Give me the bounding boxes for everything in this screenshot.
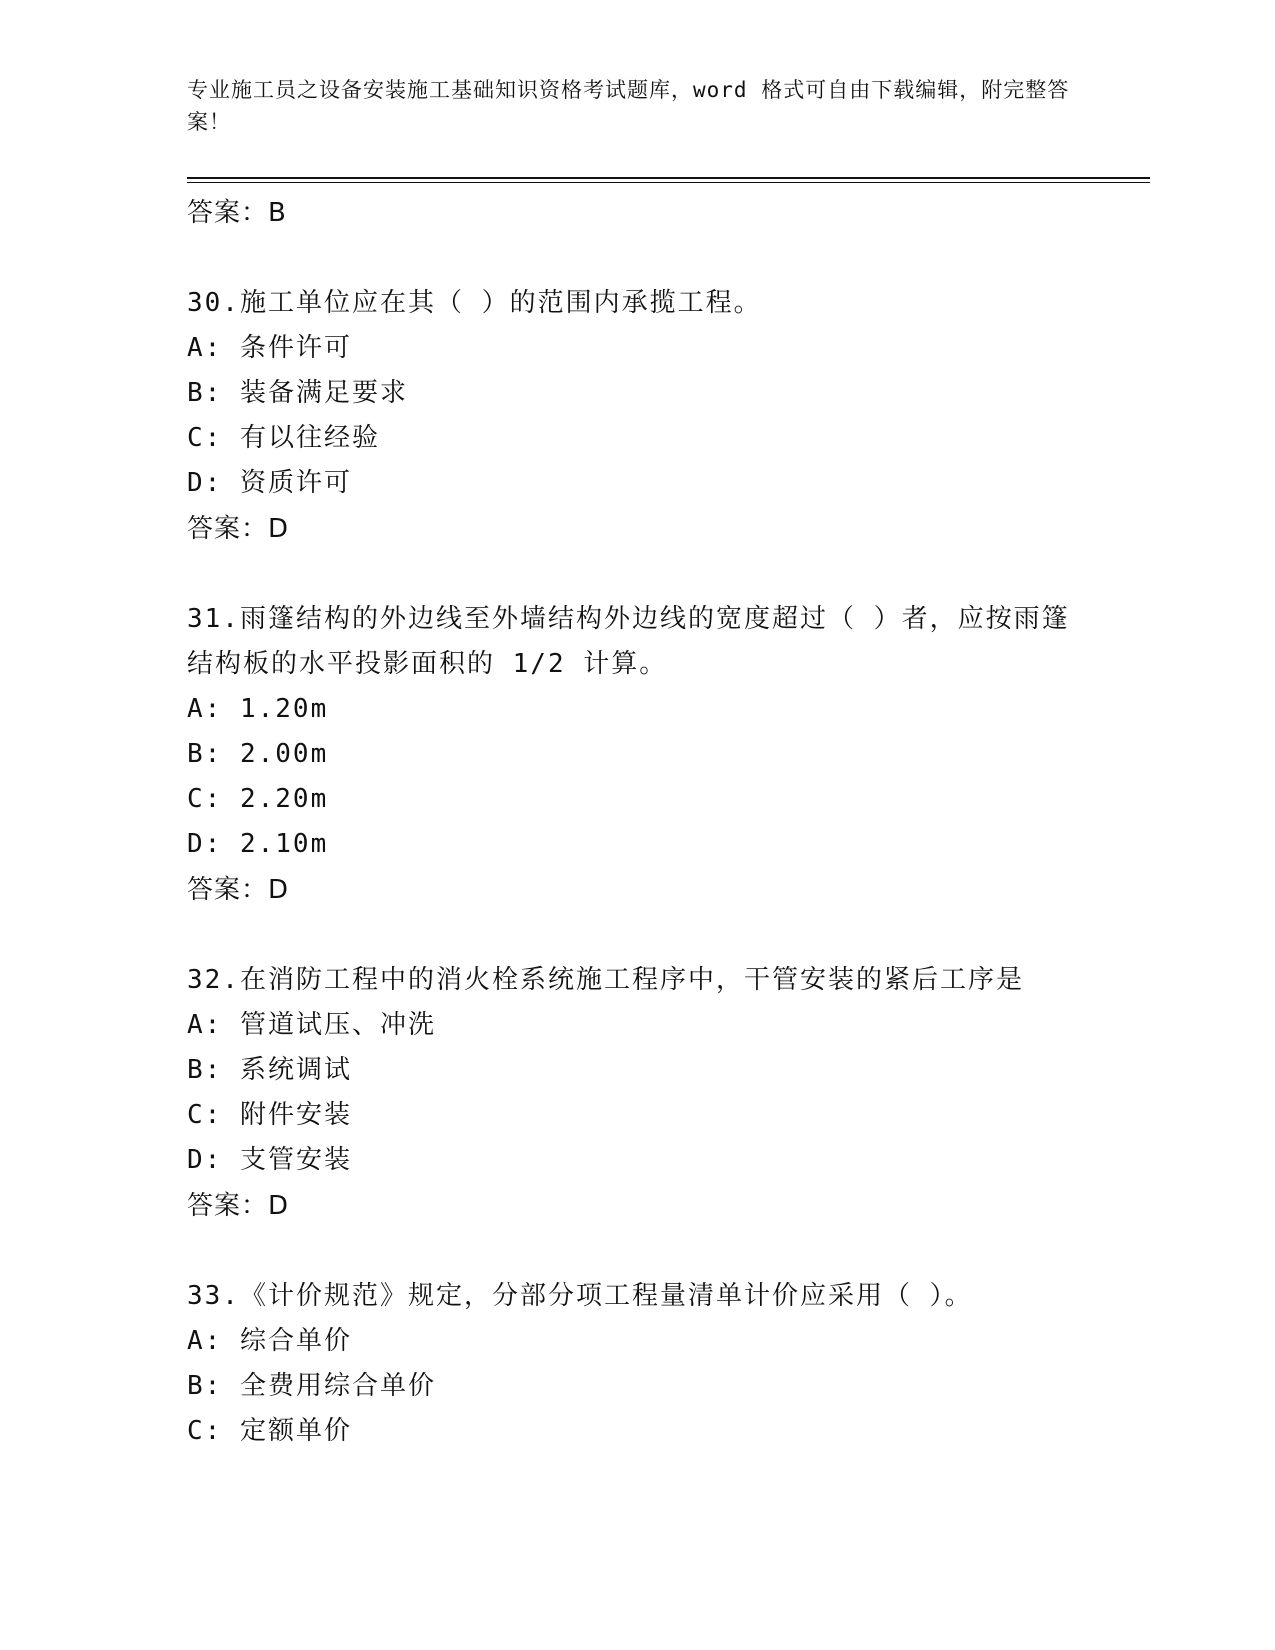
option-a: A: 1.20m [187,694,329,724]
option-c: C: 有以往经验 [187,423,380,453]
answer-line: 答案：B [187,198,287,228]
option-d: D: 2.10m [187,829,329,859]
question-31 [187,597,1087,913]
option-a: A: 管道试压、冲洗 [187,1010,436,1040]
header-divider-thick [187,177,1150,179]
question-30 [187,281,1087,552]
question-stem: 32.在消防工程中的消火栓系统施工程序中，干管安装的紧后工序是 [187,965,1024,995]
answer-line: 答案：D [187,875,290,905]
question-stem: 33.《计价规范》规定，分部分项工程量清单计价应采用（ ）。 [187,1281,973,1311]
question-32 [187,958,1087,1229]
question-stem: 30.施工单位应在其（ ）的范围内承揽工程。 [187,288,762,318]
option-d: D: 支管安装 [187,1145,352,1175]
answer-line: 答案：D [187,514,290,544]
answer-line: 答案：D [187,1191,290,1221]
question-list [187,190,1087,1499]
option-b: B: 全费用综合单价 [187,1371,436,1401]
header-divider-thin [187,182,1150,183]
option-d: D: 资质许可 [187,468,352,498]
option-c: C: 定额单价 [187,1416,352,1446]
option-c: C: 附件安装 [187,1100,352,1130]
option-b: B: 系统调试 [187,1055,352,1085]
question-stem: 31.雨篷结构的外边线至外墙结构外边线的宽度超过（ ）者，应按雨篷结构板的水平投影面积的 1/2 计算。 [187,604,1070,679]
option-b: B: 装备满足要求 [187,378,408,408]
question-33 [187,1274,1087,1454]
option-a: A: 条件许可 [187,333,352,363]
option-c: C: 2.20m [187,784,329,814]
document-header: 专业施工员之设备安装施工基础知识资格考试题库，word 格式可自由下载编辑，附完整答案！ [187,78,1070,134]
option-b: B: 2.00m [187,739,329,769]
option-a: A: 综合单价 [187,1326,352,1356]
